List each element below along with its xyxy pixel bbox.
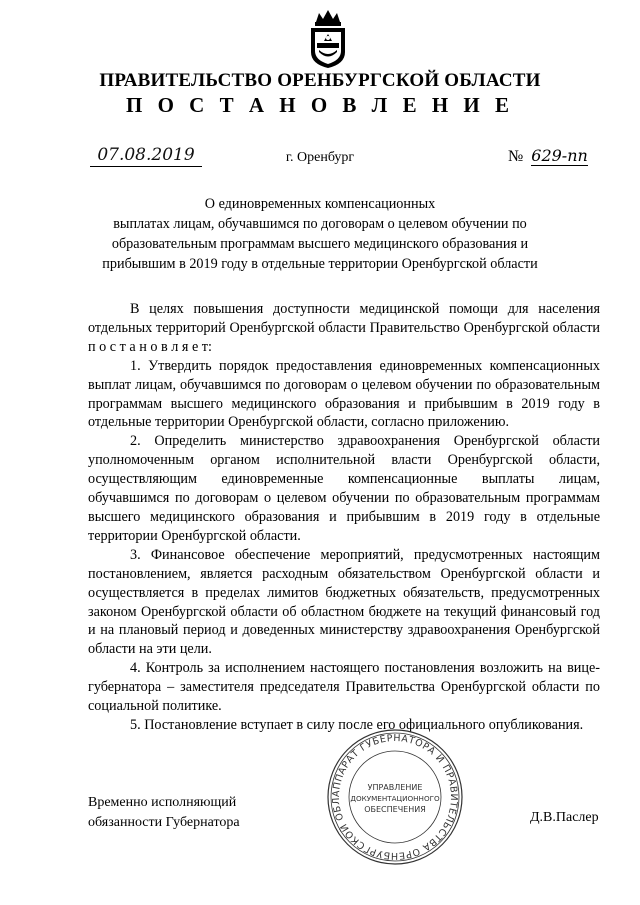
clause-3: 3. Финансовое обеспечение мероприятий, предусмотренных настоящим постановлением, является расходным обязательством Оренбургской области и осуществляется в пределах лимитов бюджетных обязательств, предусмотренных законом Оренбургской области об областном бюджете на текущий финансовый год и на плановый период и доведенных министерству здравоохранения Оренбургской области на эти цели. [88, 546, 600, 658]
stamp-ring-text: АППАРАТ ГУБЕРНАТОРА И ПРАВИТЕЛЬСТВА ОРЕНБУРГСКОЙ ОБЛ [330, 732, 460, 862]
document-title [100, 194, 540, 274]
clause-5: 5. Постановление вступает в силу после его официального опубликования. [130, 716, 584, 733]
title-line: образовательным программам высшего медицинского образования и [111, 236, 529, 252]
number-value: 629-пп [531, 146, 588, 165]
signatory-position [88, 793, 240, 833]
official-stamp [325, 727, 465, 867]
intro-paragraph: В целях повышения доступности медицинской помощи для населения отдельных территорий Оренбургской области Правительство Оренбургской области п о с т а н о в л я е т: [88, 301, 600, 355]
government-name: ПРАВИТЕЛЬСТВО ОРЕНБУРГСКОЙ ОБЛАСТИ [99, 70, 541, 91]
document-city: г. Оренбург [285, 150, 355, 165]
document-type: П О С Т А Н О В Л Е Н И Е [125, 93, 514, 117]
title-line: О единовременных компенсационных [204, 196, 436, 212]
title-line: прибывшим в 2019 году в отдельные территории Оренбургской области [102, 256, 538, 272]
position-line: Временно исполняющий [88, 795, 237, 810]
stamp-line: УПРАВЛЕНИЕ [367, 783, 423, 792]
stamp-line: ОБЕСПЕЧЕНИЯ [364, 805, 426, 814]
document-number [508, 146, 588, 166]
document-body [88, 300, 600, 735]
position-line: обязанности Губернатора [88, 815, 240, 830]
title-line: выплатах лицам, обучавшимся по договорам о целевом обучении по [113, 216, 527, 232]
clause-1: 1. Утвердить порядок предоставления единовременных компенсационных выплат лицам, обучавшимся по договорам о целевом обучении по образовательным программам высшего медицинского образования и прибывшим в 2019 году в отдельные территории Оренбургской области, согласно приложению. [88, 357, 600, 431]
clause-4: 4. Контроль за исполнением настоящего постановления возложить на вице-губернатора – заместителя председателя Правительства Оренбургской области по социальной политике. [88, 660, 600, 715]
clause-2: 2. Определить министерство здравоохранения Оренбургской области уполномоченным органом исполнительной власти Оренбургской области, осуществляющим единовременные компенсационные выплаты лицам, обучавшимся по договорам о целевом обучении по образовательным программам высшего медицинского образования и прибывшим в 2019 году в отдельные территории Оренбургской области. [88, 433, 600, 544]
document-date: 07.08.2019 [90, 145, 202, 167]
coat-of-arms-emblem [305, 8, 351, 70]
number-sign: № [508, 148, 524, 165]
signatory-name: Д.В.Паслер [530, 810, 599, 825]
stamp-line: ДОКУМЕНТАЦИОННОГО [350, 794, 440, 803]
